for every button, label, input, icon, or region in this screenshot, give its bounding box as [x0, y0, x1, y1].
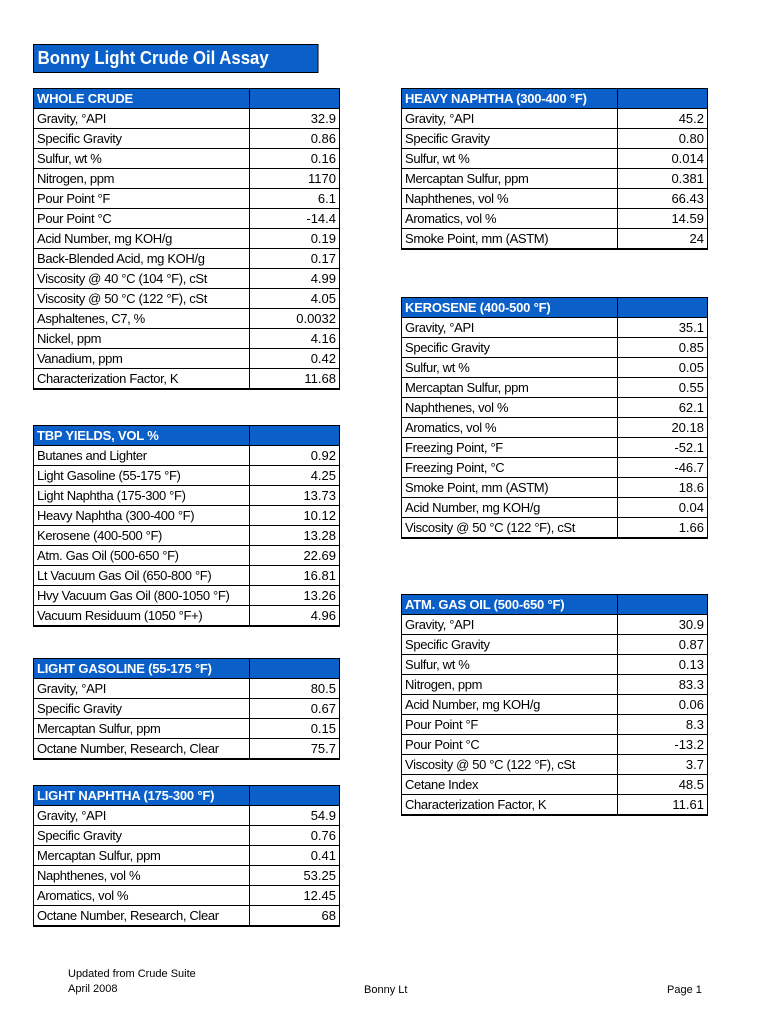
table-row — [34, 369, 340, 390]
property-value: 11.61 — [618, 795, 708, 816]
section-header-blank — [250, 426, 340, 446]
table-row — [402, 735, 708, 755]
property-value: 0.19 — [250, 229, 340, 249]
table-row — [402, 775, 708, 795]
property-label: Butanes and Lighter — [34, 446, 250, 466]
table-header-row — [402, 89, 708, 109]
property-value: 0.16 — [250, 149, 340, 169]
section-header: LIGHT NAPHTHA (175-300 °F) — [34, 786, 250, 806]
property-label: Light Gasoline (55-175 °F) — [34, 466, 250, 486]
property-label: Pour Point °C — [402, 735, 618, 755]
table-row — [402, 795, 708, 816]
property-label: Naphthenes, vol % — [402, 189, 618, 209]
property-value: 0.67 — [250, 699, 340, 719]
section-header: TBP YIELDS, VOL % — [34, 426, 250, 446]
table-row — [34, 249, 340, 269]
property-label: Pour Point °F — [402, 715, 618, 735]
property-label: Vanadium, ppm — [34, 349, 250, 369]
property-label: Freezing Point, °F — [402, 438, 618, 458]
table-row — [402, 378, 708, 398]
property-value: 0.55 — [618, 378, 708, 398]
property-value: 1.66 — [618, 518, 708, 539]
property-label: Gravity, °API — [34, 109, 250, 129]
table-row — [402, 109, 708, 129]
property-label: Sulfur, wt % — [402, 358, 618, 378]
property-value: 83.3 — [618, 675, 708, 695]
property-value: 4.96 — [250, 606, 340, 627]
property-label: Aromatics, vol % — [402, 418, 618, 438]
section-header: WHOLE CRUDE — [34, 89, 250, 109]
property-value: -14.4 — [250, 209, 340, 229]
table-row — [34, 679, 340, 699]
property-label: Acid Number, mg KOH/g — [402, 498, 618, 518]
property-value: 32.9 — [250, 109, 340, 129]
property-value: 30.9 — [618, 615, 708, 635]
property-value: 13.73 — [250, 486, 340, 506]
page-title: Bonny Light Crude Oil Assay — [33, 44, 319, 73]
property-label: Naphthenes, vol % — [34, 866, 250, 886]
table-row — [34, 309, 340, 329]
table-row — [34, 846, 340, 866]
property-value: 0.014 — [618, 149, 708, 169]
property-value: 22.69 — [250, 546, 340, 566]
table-row — [34, 289, 340, 309]
table-row — [402, 209, 708, 229]
table-row — [34, 169, 340, 189]
property-label: Hvy Vacuum Gas Oil (800-1050 °F) — [34, 586, 250, 606]
table-row — [34, 129, 340, 149]
property-value: 0.15 — [250, 719, 340, 739]
property-value: 0.87 — [618, 635, 708, 655]
table-row — [34, 566, 340, 586]
property-label: Mercaptan Sulfur, ppm — [402, 169, 618, 189]
table-header-row — [34, 659, 340, 679]
property-value: 62.1 — [618, 398, 708, 418]
property-label: Gravity, °API — [34, 806, 250, 826]
property-value: 4.25 — [250, 466, 340, 486]
property-label: Vacuum Residuum (1050 °F+) — [34, 606, 250, 627]
property-label: Smoke Point, mm (ASTM) — [402, 229, 618, 250]
property-label: Freezing Point, °C — [402, 458, 618, 478]
table-row — [34, 546, 340, 566]
section-header-blank — [250, 659, 340, 679]
table-header-row — [34, 89, 340, 109]
property-value: 53.25 — [250, 866, 340, 886]
section-header: KEROSENE (400-500 °F) — [402, 298, 618, 318]
footer-source — [68, 967, 196, 997]
property-value: -13.2 — [618, 735, 708, 755]
property-label: Gravity, °API — [402, 109, 618, 129]
property-label: Mercaptan Sulfur, ppm — [34, 719, 250, 739]
table-row — [34, 506, 340, 526]
property-label: Nickel, ppm — [34, 329, 250, 349]
table-row — [402, 635, 708, 655]
table-row — [402, 169, 708, 189]
property-value: 3.7 — [618, 755, 708, 775]
table-row — [34, 149, 340, 169]
kerosene-table — [401, 297, 708, 539]
property-label: Lt Vacuum Gas Oil (650-800 °F) — [34, 566, 250, 586]
table-row — [402, 438, 708, 458]
property-value: 80.5 — [250, 679, 340, 699]
section-header-blank — [618, 595, 708, 615]
property-label: Octane Number, Research, Clear — [34, 739, 250, 760]
property-value: 16.81 — [250, 566, 340, 586]
property-label: Specific Gravity — [402, 129, 618, 149]
property-value: 8.3 — [618, 715, 708, 735]
property-value: 66.43 — [618, 189, 708, 209]
section-header-blank — [618, 89, 708, 109]
property-label: Asphaltenes, C7, % — [34, 309, 250, 329]
table-row — [34, 886, 340, 906]
table-row — [34, 739, 340, 760]
property-value: 1170 — [250, 169, 340, 189]
property-value: 68 — [250, 906, 340, 927]
table-row — [34, 586, 340, 606]
property-label: Characterization Factor, K — [402, 795, 618, 816]
table-row — [402, 398, 708, 418]
section-header: HEAVY NAPHTHA (300-400 °F) — [402, 89, 618, 109]
table-row — [34, 806, 340, 826]
property-label: Atm. Gas Oil (500-650 °F) — [34, 546, 250, 566]
property-label: Viscosity @ 50 °C (122 °F), cSt — [402, 755, 618, 775]
table-row — [402, 675, 708, 695]
property-value: 0.17 — [250, 249, 340, 269]
table-row — [402, 149, 708, 169]
property-label: Smoke Point, mm (ASTM) — [402, 478, 618, 498]
property-value: 0.13 — [618, 655, 708, 675]
table-header-row — [34, 786, 340, 806]
table-row — [402, 695, 708, 715]
property-value: 35.1 — [618, 318, 708, 338]
property-value: 4.99 — [250, 269, 340, 289]
whole-crude-table — [33, 88, 340, 390]
property-label: Pour Point °C — [34, 209, 250, 229]
table-header-row — [402, 595, 708, 615]
table-row — [34, 606, 340, 627]
table-row — [34, 189, 340, 209]
property-value: 75.7 — [250, 739, 340, 760]
table-row — [34, 526, 340, 546]
footer-sheet-name: Bonny Lt — [364, 984, 408, 996]
table-row — [402, 358, 708, 378]
table-header-row — [402, 298, 708, 318]
property-label: Specific Gravity — [34, 699, 250, 719]
property-value: 0.41 — [250, 846, 340, 866]
property-label: Gravity, °API — [402, 615, 618, 635]
section-header-blank — [618, 298, 708, 318]
property-label: Heavy Naphtha (300-400 °F) — [34, 506, 250, 526]
property-label: Specific Gravity — [34, 826, 250, 846]
table-row — [34, 906, 340, 927]
section-header: LIGHT GASOLINE (55-175 °F) — [34, 659, 250, 679]
property-value: 48.5 — [618, 775, 708, 795]
table-row — [402, 418, 708, 438]
property-value: 0.85 — [618, 338, 708, 358]
property-label: Viscosity @ 40 °C (104 °F), cSt — [34, 269, 250, 289]
property-value: 0.42 — [250, 349, 340, 369]
table-header-row — [34, 426, 340, 446]
property-label: Octane Number, Research, Clear — [34, 906, 250, 927]
property-label: Aromatics, vol % — [34, 886, 250, 906]
property-label: Nitrogen, ppm — [34, 169, 250, 189]
property-value: 0.80 — [618, 129, 708, 149]
section-header: ATM. GAS OIL (500-650 °F) — [402, 595, 618, 615]
property-label: Pour Point °F — [34, 189, 250, 209]
property-label: Acid Number, mg KOH/g — [34, 229, 250, 249]
property-label: Nitrogen, ppm — [402, 675, 618, 695]
property-label: Specific Gravity — [34, 129, 250, 149]
table-row — [402, 755, 708, 775]
property-value: 0.05 — [618, 358, 708, 378]
property-value: 0.76 — [250, 826, 340, 846]
footer-date: April 2008 — [68, 983, 118, 995]
table-row — [402, 338, 708, 358]
property-value: 0.0032 — [250, 309, 340, 329]
property-value: 10.12 — [250, 506, 340, 526]
property-value: 24 — [618, 229, 708, 250]
table-row — [402, 129, 708, 149]
property-label: Sulfur, wt % — [402, 655, 618, 675]
table-row — [34, 209, 340, 229]
table-row — [34, 269, 340, 289]
footer-page-number: Page 1 — [667, 984, 702, 996]
table-row — [34, 699, 340, 719]
table-row — [34, 229, 340, 249]
property-value: 0.86 — [250, 129, 340, 149]
property-value: 12.45 — [250, 886, 340, 906]
table-row — [402, 518, 708, 539]
table-row — [34, 109, 340, 129]
property-value: 18.6 — [618, 478, 708, 498]
atm-gas-oil-table — [401, 594, 708, 816]
table-row — [402, 615, 708, 635]
table-row — [402, 458, 708, 478]
property-label: Light Naphtha (175-300 °F) — [34, 486, 250, 506]
property-label: Mercaptan Sulfur, ppm — [34, 846, 250, 866]
property-label: Back-Blended Acid, mg KOH/g — [34, 249, 250, 269]
property-label: Viscosity @ 50 °C (122 °F), cSt — [34, 289, 250, 309]
property-label: Mercaptan Sulfur, ppm — [402, 378, 618, 398]
property-value: 11.68 — [250, 369, 340, 390]
property-label: Acid Number, mg KOH/g — [402, 695, 618, 715]
table-row — [34, 329, 340, 349]
property-value: 4.16 — [250, 329, 340, 349]
property-value: 20.18 — [618, 418, 708, 438]
property-value: 14.59 — [618, 209, 708, 229]
property-value: -46.7 — [618, 458, 708, 478]
property-value: 6.1 — [250, 189, 340, 209]
property-value: 0.04 — [618, 498, 708, 518]
table-row — [34, 446, 340, 466]
table-row — [402, 715, 708, 735]
table-row — [402, 229, 708, 250]
table-row — [34, 466, 340, 486]
property-label: Sulfur, wt % — [402, 149, 618, 169]
section-header-blank — [250, 786, 340, 806]
light-naphtha-table — [33, 785, 340, 927]
property-label: Viscosity @ 50 °C (122 °F), cSt — [402, 518, 618, 539]
table-row — [402, 478, 708, 498]
table-row — [34, 866, 340, 886]
table-row — [34, 486, 340, 506]
property-value: 54.9 — [250, 806, 340, 826]
property-label: Gravity, °API — [34, 679, 250, 699]
property-value: 0.381 — [618, 169, 708, 189]
heavy-naphtha-table — [401, 88, 708, 250]
property-value: 4.05 — [250, 289, 340, 309]
property-label: Gravity, °API — [402, 318, 618, 338]
table-row — [402, 189, 708, 209]
table-row — [34, 719, 340, 739]
property-label: Cetane Index — [402, 775, 618, 795]
section-header-blank — [250, 89, 340, 109]
table-row — [402, 318, 708, 338]
property-value: 45.2 — [618, 109, 708, 129]
property-value: -52.1 — [618, 438, 708, 458]
table-row — [402, 655, 708, 675]
table-row — [34, 349, 340, 369]
tbp-yields-table — [33, 425, 340, 627]
property-label: Sulfur, wt % — [34, 149, 250, 169]
property-label: Characterization Factor, K — [34, 369, 250, 390]
light-gasoline-table — [33, 658, 340, 760]
table-row — [402, 498, 708, 518]
property-label: Aromatics, vol % — [402, 209, 618, 229]
property-label: Specific Gravity — [402, 338, 618, 358]
property-value: 0.06 — [618, 695, 708, 715]
property-value: 13.26 — [250, 586, 340, 606]
footer-updated-note: Updated from Crude Suite — [68, 968, 196, 980]
property-value: 13.28 — [250, 526, 340, 546]
property-value: 0.92 — [250, 446, 340, 466]
property-label: Specific Gravity — [402, 635, 618, 655]
table-row — [34, 826, 340, 846]
property-label: Naphthenes, vol % — [402, 398, 618, 418]
property-label: Kerosene (400-500 °F) — [34, 526, 250, 546]
